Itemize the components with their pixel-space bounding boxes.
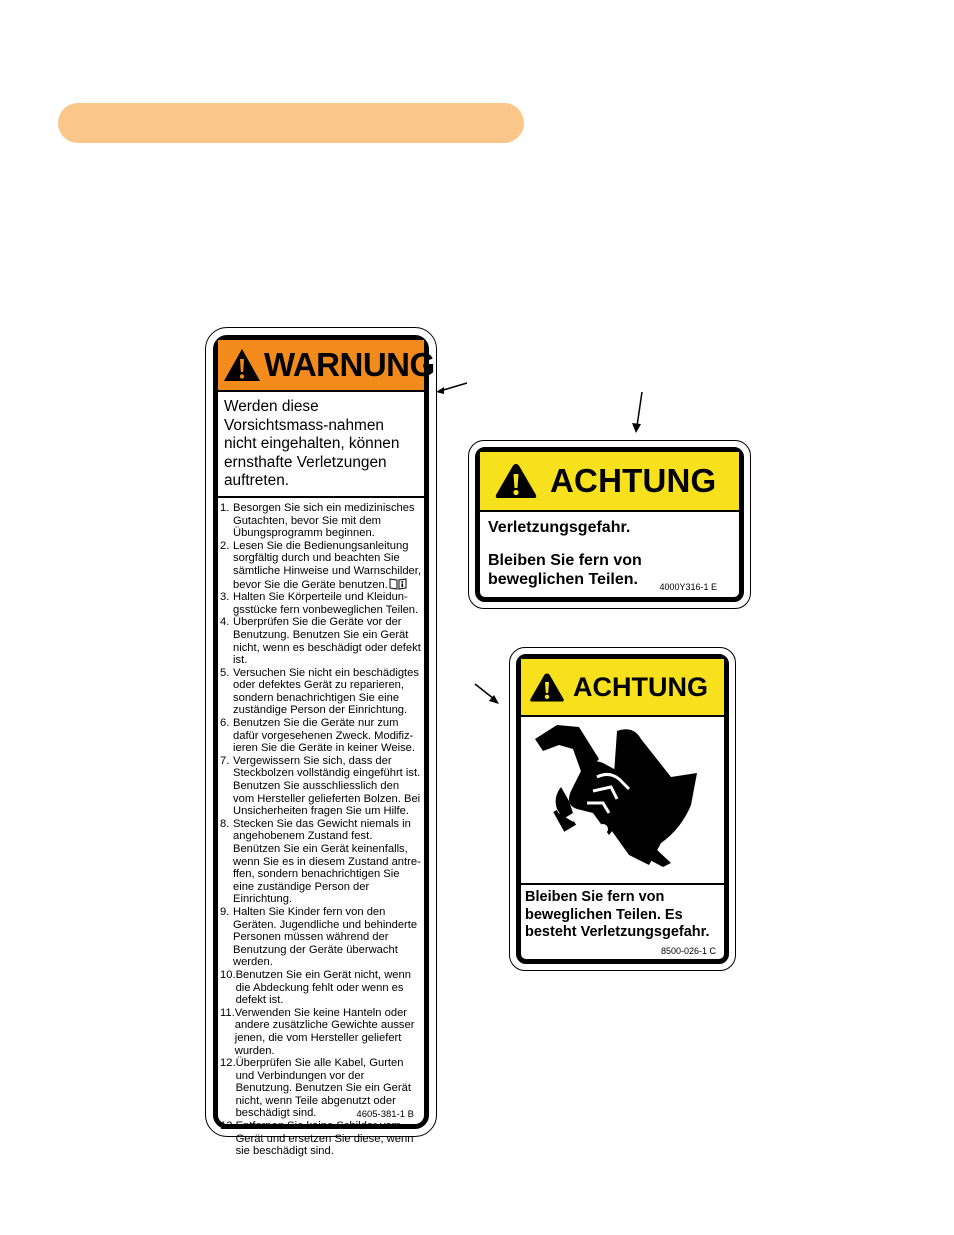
list-item: 4. Überprüfen Sie die Geräte vor der Benutzung. Benutzen Sie ein Gerät nicht, wenn es beschädigt oder defekt ist. [220,616,421,667]
warning-title: WARNUNG [264,346,435,383]
warning-list [218,498,424,1158]
label-code: 4605-381-1 B [356,1109,414,1120]
caution-line-1: Verletzungsgefahr. [488,519,631,536]
caution-text [480,512,739,589]
manual-book-icon [389,578,407,590]
warning-triangle-icon [494,462,538,500]
arrow-icon [472,681,502,707]
list-item: 3. Halten Sie Körperteile und Kleidun-gsstücke fern vonbeweglichen Teilen. [220,591,419,616]
caution-title: ACHTUNG [573,671,708,702]
list-item: 1. Besorgen Sie sich ein medizinisches Gutachten, bevor Sie mit dem Übungsprogramm beginnen. [220,501,415,540]
warning-intro: Werden diese Vorsichtsmass-nahmen nicht eingehalten, können ernsthafte Verletzungen auftreten. [218,392,424,498]
caution-header [521,659,724,717]
arrow-icon [434,380,470,398]
label-code: 8500-026-1 C [660,946,716,956]
list-item: 13. Entfernen Sie keine Schilder vom Gerät und ersetzen Sie diese, wenn sie beschädigt sind. [220,1120,414,1158]
caution-line-2: Bleiben Sie fern von beweglichen Teilen. [488,552,642,588]
list-item: 12. Überprüfen Sie alle Kabel, Gurten und Verbindungen vor der Benutzung. Benutzen Sie ein Gerät nicht, wenn Teile abgenutzt oder beschädigt sind. [220,1057,411,1120]
list-item: 8. Stecken Sie das Gewicht niemals in angehobenem Zustand fest. Benützen Sie ein Gerät keinenfalls, wenn Sie es in diesem Zustand antre-ffen, sondern benachrichtigen Sie eine zuständige Person der Einrichtung. [220,817,421,906]
caution-label-pictogram [509,647,736,971]
hand-pinch-icon [521,717,724,883]
list-item: 7. Vergewissern Sie sich, dass der Steckbolzen vollständig eingeführt ist. Benutzen Sie ausschliesslich den vom Hersteller gelieferten Bolzen. Bei Unsicherheiten fragen Sie um Hilfe. [220,754,421,818]
list-item: 11. Verwenden Sie keine Hanteln oder andere zusätzliche Gewichte ausser jenen, die vom Hersteller geliefert wurden. [220,1006,415,1057]
list-item: 6. Benutzen Sie die Geräte nur zum dafür vorgesehenen Zweck. Modifiz-ieren Sie die Geräte in keiner Weise. [220,717,415,755]
caution-text: Bleiben Sie fern von beweglichen Teilen. Es besteht Verletzungsgefahr. [525,889,710,940]
list-item: 9. Halten Sie Kinder fern von den Geräten. Jugendliche und behinderte Personen müssen während der Benutzung der Geräte überwacht werden. [220,905,418,969]
list-item: 5. Versuchen Sie nicht ein beschädigtes oder defektes Gerät zu reparieren, sondern benachrichtigen Sie eine zuständige Person der Einrichtung. [220,666,419,717]
warning-header [218,340,435,392]
caution-header [480,452,739,512]
warning-triangle-icon [223,348,261,382]
caution-label-text [468,440,751,609]
arrow-icon [630,390,646,434]
label-code: 4000Y316-1 E [659,582,717,592]
warning-triangle-icon [529,672,565,703]
caution-title: ACHTUNG [550,462,717,499]
list-item: 2. Lesen Sie die Bedienungsanleitung sorgfältig durch und beachten Sie sämtliche Hinweise und Warnschilder, bevor Sie die Geräte benutzen. [220,539,421,591]
section-header-bar [58,103,524,143]
pictogram-area [521,717,724,885]
warning-label [205,327,437,1158]
list-item: 10. Benutzen Sie ein Gerät nicht, wenn die Abdeckung fehlt oder wenn es defekt ist. [220,968,411,1007]
